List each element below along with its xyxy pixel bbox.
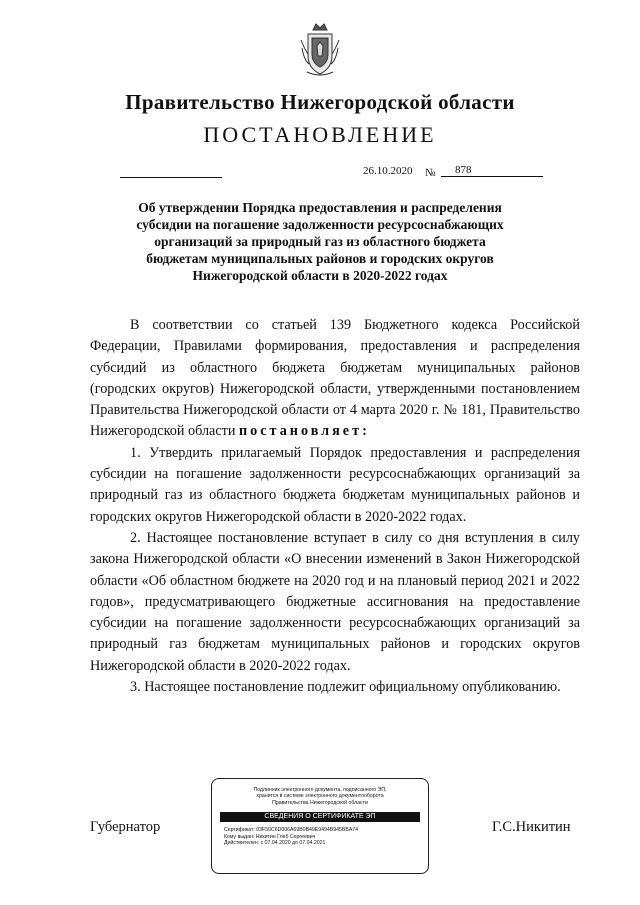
subject-line: организаций за природный газ из областного бюджета <box>154 234 486 249</box>
certificate-header-line: Подлинник электронного документа, подписанного ЭП, <box>253 787 387 793</box>
document-date: 26.10.2020 <box>363 165 413 177</box>
subject-line: Об утверждении Порядка предоставления и распределения <box>138 200 502 215</box>
certificate-header-line: хранится в системе электронного документооборота <box>256 793 384 800</box>
document-subject <box>130 199 510 284</box>
certificate-owner: Кому выдан: Никитин Глеб Сергеевич <box>224 833 316 840</box>
decree-word: постановляет: <box>238 423 370 440</box>
subject-line: бюджетам муниципальных районов и городских округов <box>146 251 494 266</box>
certificate-header-line: Правительства Нижегородской области <box>272 799 368 806</box>
certificate-serial: Сертификат: 03F50C6D006A69B0B49E9494B945BBA74 <box>224 827 359 834</box>
intro-paragraph <box>90 315 580 443</box>
certificate-validity: Действителен: с 07.04.2020 до 07.04.2021 <box>224 840 326 847</box>
subject-line: Нижегородской области в 2020-2022 годах <box>192 268 448 283</box>
certificate-details <box>224 827 428 846</box>
signatory-name: Г.С.Никитин <box>492 819 571 835</box>
document-number <box>441 164 543 177</box>
government-title: Правительство Нижегородской области <box>125 90 515 114</box>
subject-line: субсидии на погашение задолженности ресурсоснабжающих <box>136 217 504 232</box>
paragraph-1: 1. Утвердить прилагаемый Порядок предоставления и распределения субсидии на погашение задолженности ресурсоснабжающих организаций за природный газ из областного бюджета бюджетам муниципальных районов и городских округов Нижегородской области в 2020-2022 годах. <box>90 444 580 525</box>
paragraph-2: 2. Настоящее постановление вступает в силу со дня вступления в силу закона Нижегородской области «О внесении изменений в Закон Нижегородской области «Об областном бюджете на 2020 год и на плановый период 2021 и 2022 годов», предусматривающего бюджетные ассигнования на предоставление субсидии на погашение задолженности ресурсоснабжающих организаций за природный газ бюджетам муниципальных районов и городских округов Нижегородской области в 2020-2022 годах. <box>90 529 580 674</box>
certificate-header <box>212 787 428 806</box>
certificate-title-bar: СВЕДЕНИЯ О СЕРТИФИКАТЕ ЭП <box>220 812 420 822</box>
document-body <box>90 315 580 698</box>
number-label: № <box>425 167 436 179</box>
paragraph-3: 3. Настоящее постановление подлежит официальному опубликованию. <box>130 679 561 696</box>
document-type: ПОСТАНОВЛЕНИЕ <box>203 122 437 147</box>
e-signature-certificate <box>211 778 429 874</box>
coat-of-arms-icon <box>299 20 341 78</box>
signatory-position: Губернатор <box>90 819 161 835</box>
document-number-value: 878 <box>455 164 472 176</box>
intro-text: В соответствии со статьей 139 Бюджетного кодекса Российской Федерации, Правилами формирования, предоставления и распределения субсидий из областного бюджета бюджетам муниципальных районов (городских округов) Нижегородской области, утвержденными постановлением Правительства Нижегородской области от 4 марта 2020 г. № 181, Правительство Нижегородской области <box>90 317 580 440</box>
blank-line <box>120 177 222 178</box>
